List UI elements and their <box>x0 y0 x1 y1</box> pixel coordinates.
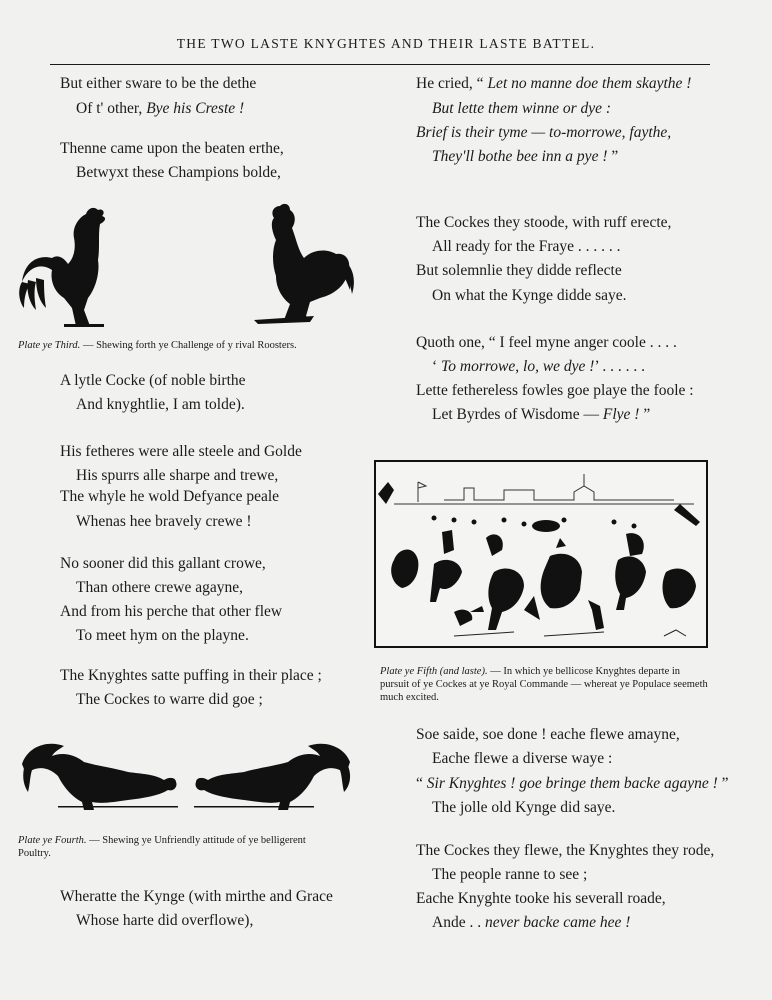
verse-line: No sooner did this gallant crowe, <box>60 555 266 572</box>
plate-fifth-caption: Plate ye Fifth (and laste). — In which ye bellicose Knyghtes departe in pursuit of ye Cockes at ye Royal Commande — whereat ye Populace seemeth much excited. <box>380 666 708 703</box>
verse-line: Than othere crewe agayne, <box>76 579 243 596</box>
verse-line: Lette fethereless fowles goe playe the foole : <box>416 382 694 399</box>
verse-line: The Cockes to warre did goe ; <box>76 691 263 708</box>
verse-line: He cried, “ Let no manne doe them skaythe ! <box>416 75 692 92</box>
verse-line: The Cockes they flewe, the Knyghtes they rode, <box>416 842 715 859</box>
verse-line: A lytle Cocke (of noble birthe <box>60 372 246 389</box>
verse-line: But lette them winne or dye : <box>432 100 612 117</box>
verse-line: But solemnlie they didde reflecte <box>416 262 622 279</box>
header-rule <box>50 64 710 65</box>
verse-line: But either sware to be the dethe <box>60 75 257 92</box>
verse-line: His spurrs alle sharpe and trewe, <box>76 467 279 484</box>
plate-fourth-caption: Plate ye Fourth. — Shewing ye Unfriendly attitude of ye belligerent Poultry. <box>18 835 306 859</box>
plate-third-illustration <box>14 198 360 332</box>
plate-third-caption: Plate ye Third. — Shewing forth ye Challenge of y rival Roosters. <box>18 340 297 351</box>
verse-line: Brief is their tyme — to-morrowe, faythe, <box>416 124 672 141</box>
verse-line: ‘ To morrowe, lo, we dye !’ . . . . . . <box>432 358 645 375</box>
verse-line: Thenne came upon the beaten erthe, <box>60 140 284 157</box>
verse-line: Soe saide, soe done ! eache flewe amayne, <box>416 726 680 743</box>
verse-line: “ Sir Knyghtes ! goe bringe them backe agayne ! ” <box>416 775 729 792</box>
verse-line: Ande . . never backe came hee ! <box>432 914 631 931</box>
verse-line: Eache flewe a diverse waye : <box>432 750 613 767</box>
verse-line: They'll bothe bee inn a pye ! ” <box>432 148 619 165</box>
rooster-crouching-right-silhouette <box>194 744 350 810</box>
verse-line: Eache Knyghte tooke his severall roade, <box>416 890 666 907</box>
rooster-right-silhouette <box>254 204 354 324</box>
verse-line: The jolle old Kynge did saye. <box>432 799 616 816</box>
verse-line: Let Byrdes of Wisdome — Flye ! ” <box>432 406 651 423</box>
verse-line: The Cockes they stoode, with ruff erecte, <box>416 214 672 231</box>
verse-line: All ready for the Fraye . . . . . . <box>432 238 621 255</box>
verse-line: Of t' other, Bye his Creste ! <box>76 100 245 117</box>
verse-line: Quoth one, “ I feel myne anger coole . . . . <box>416 334 677 351</box>
verse-line: And knyghtlie, I am tolde). <box>76 396 245 413</box>
verse-line: His fetheres were alle steele and Golde <box>60 443 302 460</box>
verse-line: Wheratte the Kynge (with mirthe and Grace <box>60 888 333 905</box>
verse-line: Whenas hee bravely crewe ! <box>76 513 252 530</box>
verse-line: The whyle he wold Defyance peale <box>60 488 280 505</box>
page-header: THE TWO LASTE KNYGHTES AND THEIR LASTE BATTEL. <box>176 36 596 51</box>
verse-line: The people ranne to see ; <box>432 866 588 883</box>
rooster-left-silhouette <box>19 208 105 327</box>
plate-fifth-illustration <box>374 460 708 648</box>
verse-line: To meet hym on the playne. <box>76 627 249 644</box>
verse-line: Betwyxt these Champions bolde, <box>76 164 281 181</box>
verse-line: And from his perche that other flew <box>60 603 283 620</box>
verse-line: On what the Kynge didde saye. <box>432 287 627 304</box>
verse-line: Whose harte did overflowe), <box>76 912 254 929</box>
verse-line: The Knyghtes satte puffing in their place ; <box>60 667 322 684</box>
rooster-crouching-left-silhouette <box>22 744 178 810</box>
plate-fourth-illustration <box>18 738 354 818</box>
